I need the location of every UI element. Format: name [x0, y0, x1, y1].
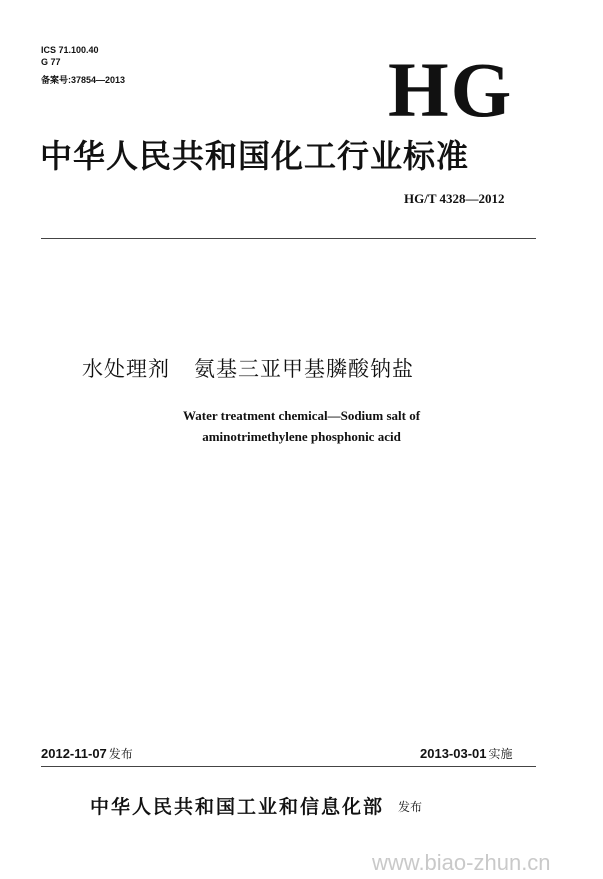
- english-title-line2: aminotrimethylene phosphonic acid: [202, 429, 401, 444]
- watermark: www.biao-zhun.cn: [372, 850, 551, 875]
- ics-code: ICS 71.100.40: [41, 45, 99, 55]
- standard-code: HG/T 4328—2012: [404, 191, 505, 206]
- implementation-date: [420, 745, 513, 762]
- issue-date-value: 2012-11-07: [41, 746, 107, 761]
- issuing-authority-name: 中华人民共和国工业和信息化部: [90, 796, 385, 818]
- implementation-date-value: 2013-03-01: [420, 746, 487, 761]
- filing-number: 备案号:37854—2013: [41, 75, 126, 85]
- issue-date-label: 发布: [108, 747, 133, 761]
- english-title-line1: Water treatment chemical—Sodium salt of: [182, 408, 421, 423]
- divider-top: [41, 238, 536, 239]
- chinese-title-part1: 水处理剂: [82, 357, 170, 381]
- issue-date: [41, 745, 133, 762]
- ccs-code: G 77: [41, 57, 61, 67]
- implementation-date-label: 实施: [488, 747, 513, 761]
- chinese-title-part2: 氨基三亚甲基膦酸钠盐: [194, 357, 414, 381]
- hg-logo: HG: [388, 46, 514, 133]
- issuing-authority-label: 发布: [398, 800, 423, 814]
- chinese-title: [82, 353, 414, 383]
- issuing-authority: [90, 792, 422, 819]
- standard-title: 中华人民共和国化工行业标准: [40, 137, 470, 175]
- divider-bottom: [41, 766, 536, 767]
